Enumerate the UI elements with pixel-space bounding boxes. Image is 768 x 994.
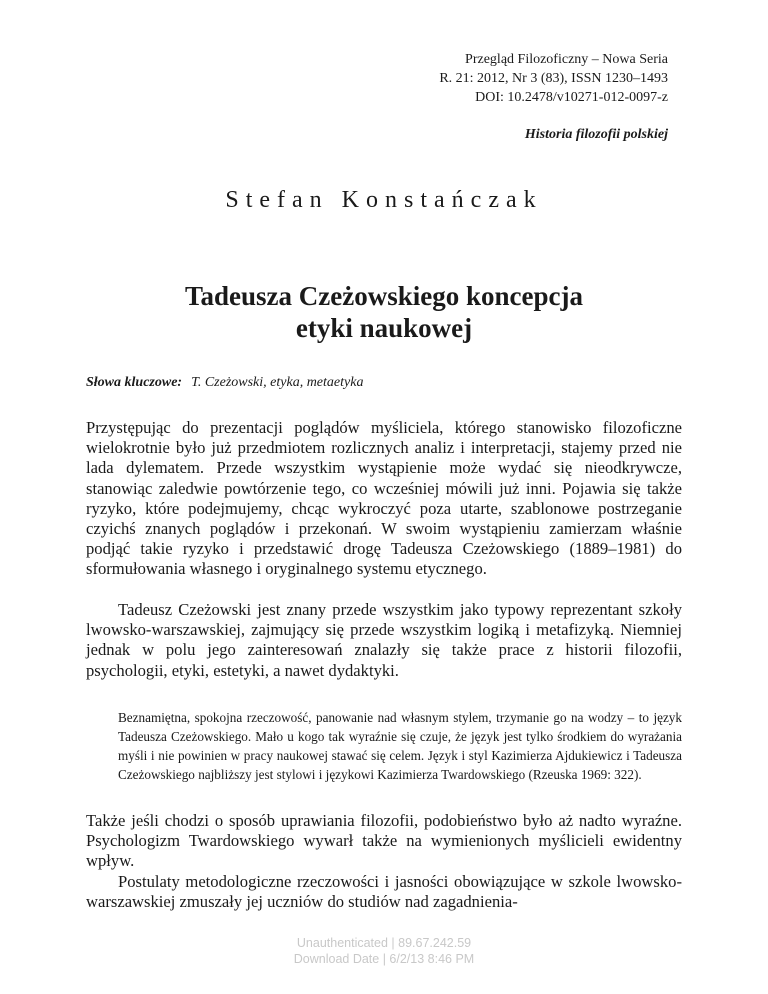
watermark-date: Download Date | 6/2/13 8:46 PM	[293, 952, 475, 966]
section-name: Historia filozofii polskiej	[524, 127, 668, 142]
paragraph-text: Postulaty metodologiczne rzeczowości i jasności obowiązujące w szkole lwowsko-warszawskiej zmuszały jej uczniów do studiów nad zagadnienia-	[86, 871, 682, 911]
keywords	[86, 375, 363, 391]
author-name: Stefan Konstańczak	[225, 187, 543, 213]
body-paragraph-2	[86, 600, 682, 681]
block-quote: Beznamiętna, spokojna rzeczowość, panowanie nad własnym stylem, trzymanie go na wodzy – to język Tadeusza Czeżowskiego. Mało u kogo tak wyraźnie się czuje, że język jest tylko środkiem do wyrażania myśli i nie powinien w pracy naukowej stawać się celem. Język i styl Kazimierza Ajdukiewicz i Tadeusza Czeżowskiego najbliższy jest stylowi i językowi Kazimierza Twardowskiego (Rzeuska 1969: 322).	[118, 710, 682, 782]
keywords-value: T. Czeżowski, etyka, metaetyka	[191, 375, 364, 390]
download-watermark	[0, 935, 768, 967]
body-paragraph-1	[86, 418, 682, 580]
title-line-2: etyki naukowej	[295, 313, 473, 343]
watermark-ip: Unauthenticated | 89.67.242.59	[296, 936, 472, 950]
title-line-1: Tadeusza Czeżowskiego koncepcja	[185, 281, 583, 311]
paragraph-text: Przystępując do prezentacji poglądów myśliciela, którego stanowisko filozoficzne wielokrotnie było już przedmiotem rozlicznych analiz i interpretacji, stajemy przed nie lada dylematem. Przede wszystkim wystąpienie może wydać się nieodkrywcze, stanowiąc zaledwie powtórzenie tego, co wcześniej mówili już inni. Pojawia się także ryzyko, które podejmujemy, chcąc wykroczyć poza utarte, szablonowe postrzeganie czyichś znanych poglądów i przekonań. W swoim wystąpieniu zamierzam właśnie podjąć takie ryzyko i przedstawić drogę Tadeusza Czeżowskiego (1889–1981) do sformułowania własnego i oryginalnego systemu etycznego.	[86, 418, 682, 579]
paragraph-text: Tadeusz Czeżowski jest znany przede wszystkim jako typowy reprezentant szkoły lwowsko-warszawskiej, zajmujący się przede wszystkim logiką i metafizyką. Niemniej jednak w polu jego zainteresowań znalazły się także prace z historii filozofii, psychologii, etyki, estetyki, a nawet dydaktyki.	[86, 600, 682, 680]
keywords-label: Słowa kluczowe:	[86, 375, 183, 390]
journal-volume: R. 21: 2012, Nr 3 (83), ISSN 1230–1493	[439, 71, 668, 86]
body-paragraph-3	[86, 811, 682, 912]
doi: DOI: 10.2478/v10271-012-0097-z	[475, 90, 668, 105]
paragraph-text: Także jeśli chodzi o sposób uprawiania filozofii, podobieństwo było aż nadto wyraźne. Psychologizm Twardowskiego wywarł także na wymienionych myślicieli ewidentny wpływ.	[86, 811, 682, 871]
journal-header	[439, 50, 668, 107]
article-title	[0, 280, 768, 344]
journal-name: Przegląd Filozoficzny – Nowa Seria	[465, 52, 668, 67]
